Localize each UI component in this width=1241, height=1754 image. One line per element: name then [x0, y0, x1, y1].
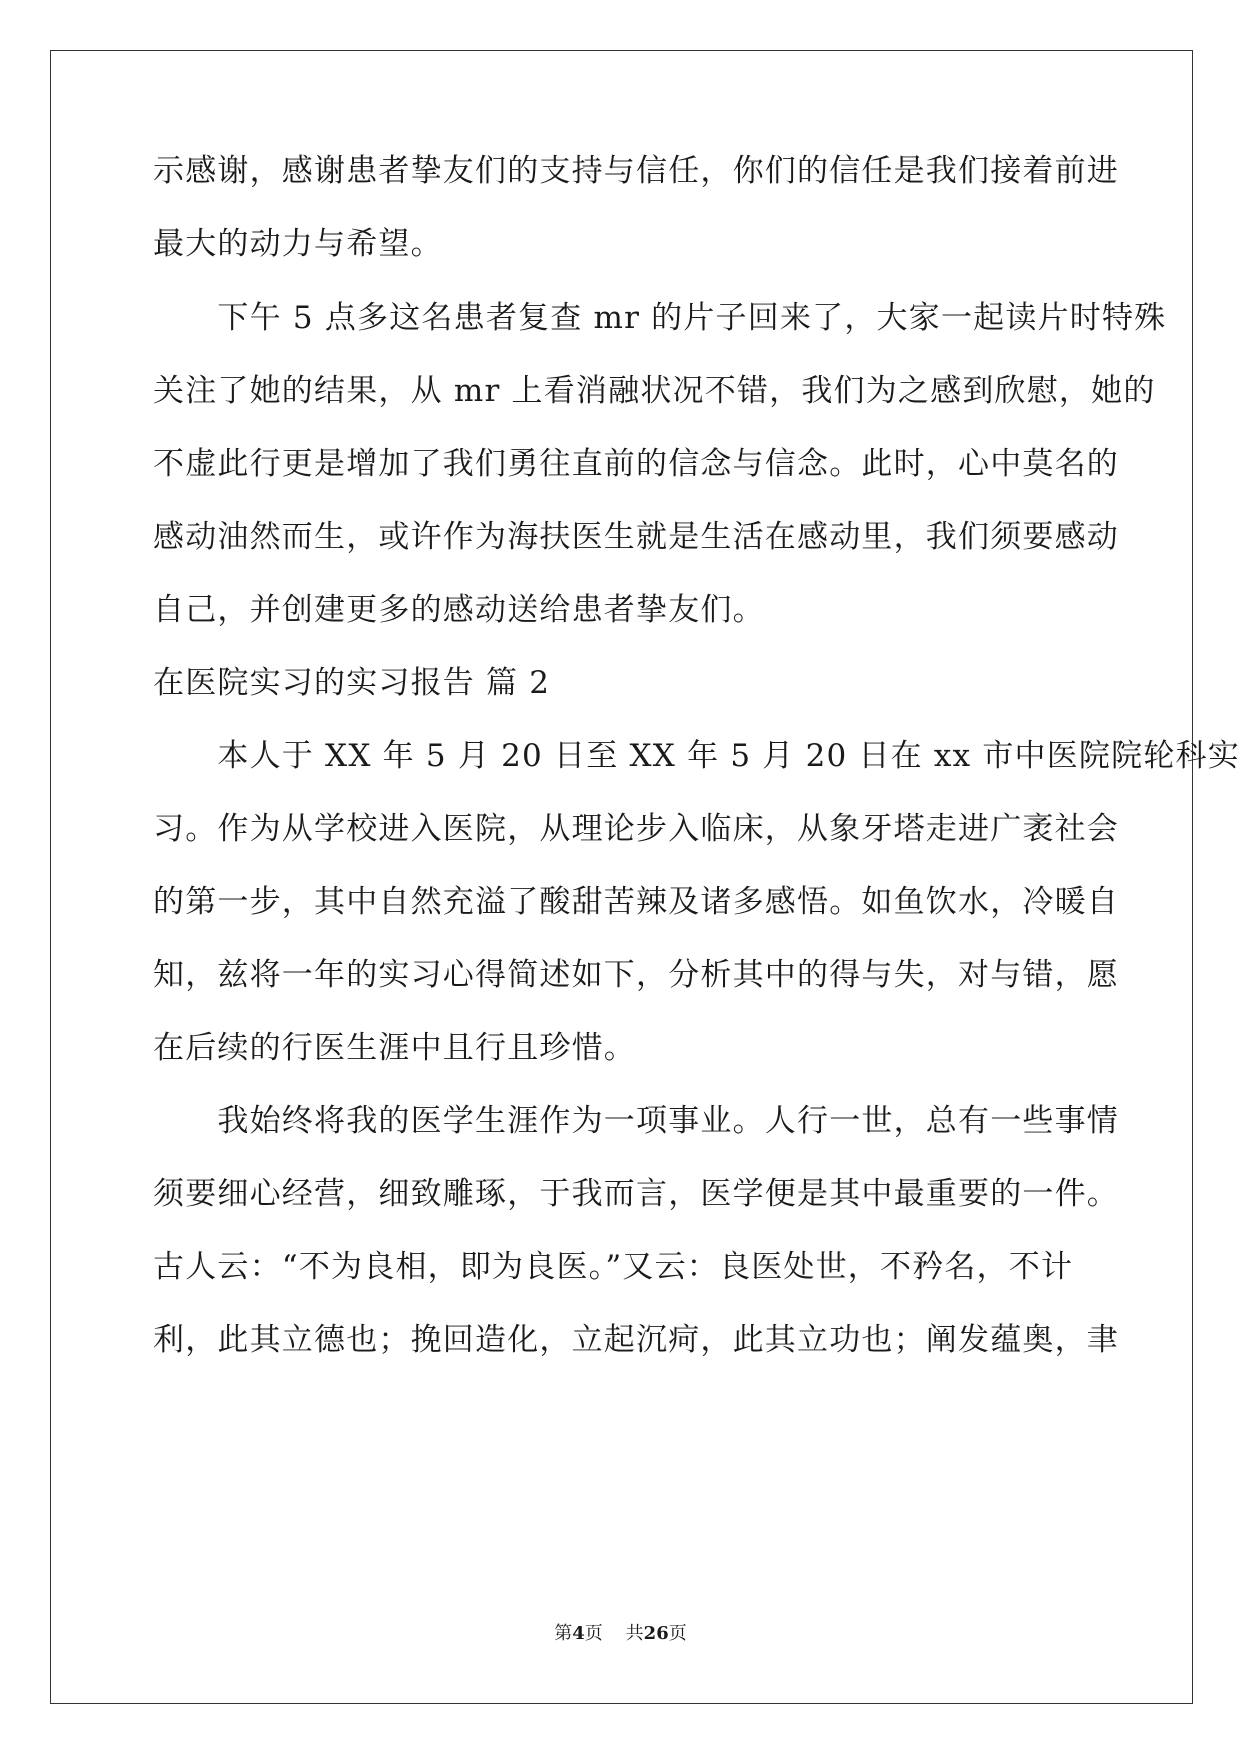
- text-line-14: 我始终将我的医学生涯作为一项事业。人行一世，总有一些事情: [153, 1103, 1119, 1139]
- text-line-3: 下午 5 点多这名患者复查 mr 的片子回来了，大家一起读片时特殊: [153, 300, 1167, 336]
- footer-page-unit: 页: [584, 1623, 603, 1644]
- total-pages-number: 26: [643, 1623, 669, 1644]
- footer-total-prefix: 共: [625, 1623, 644, 1644]
- footer-total-unit: 页: [668, 1623, 687, 1644]
- text-line-7: 自己，并创建更多的感动送给患者挚友们。: [153, 592, 765, 628]
- text-line-5: 不虚此行更是增加了我们勇往直前的信念与信念。此时，心中莫名的: [153, 446, 1119, 482]
- section-heading: 在医院实习的实习报告 篇 2: [153, 665, 551, 701]
- text-line-17: 利，此其立德也；挽回造化，立起沉疴，此其立功也；阐发蕴奥，聿: [153, 1322, 1119, 1358]
- text-line-1: 示感谢，感谢患者挚友们的支持与信任，你们的信任是我们接着前进: [153, 153, 1119, 189]
- text-line-10: 习。作为从学校进入医院，从理论步入临床，从象牙塔走进广袤社会: [153, 811, 1119, 847]
- text-line-9: 本人于 XX 年 5 月 20 日至 XX 年 5 月 20 日在 xx 市中医院院轮科实: [153, 738, 1240, 774]
- text-line-12: 知，兹将一年的实习心得简述如下，分析其中的得与失，对与错，愿: [153, 957, 1119, 993]
- text-line-6: 感动油然而生，或许作为海扶医生就是生活在感动里，我们须要感动: [153, 519, 1119, 555]
- current-page-number: 4: [572, 1623, 585, 1644]
- text-line-13: 在后续的行医生涯中且行且珍惜。: [153, 1030, 636, 1066]
- footer-prefix: 第: [554, 1623, 573, 1644]
- page-footer: [0, 1622, 1241, 1646]
- text-line-15: 须要细心经营，细致雕琢，于我而言，医学便是其中最重要的一件。: [153, 1176, 1119, 1212]
- text-line-11: 的第一步，其中自然充溢了酸甜苦辣及诸多感悟。如鱼饮水，冷暖自: [153, 884, 1119, 920]
- text-line-2: 最大的动力与希望。: [153, 226, 443, 262]
- text-line-4: 关注了她的结果，从 mr 上看消融状况不错，我们为之感到欣慰，她的: [153, 373, 1156, 409]
- text-line-16: 古人云：“不为良相，即为良医。”又云：良医处世，不矜名，不计: [153, 1249, 1074, 1285]
